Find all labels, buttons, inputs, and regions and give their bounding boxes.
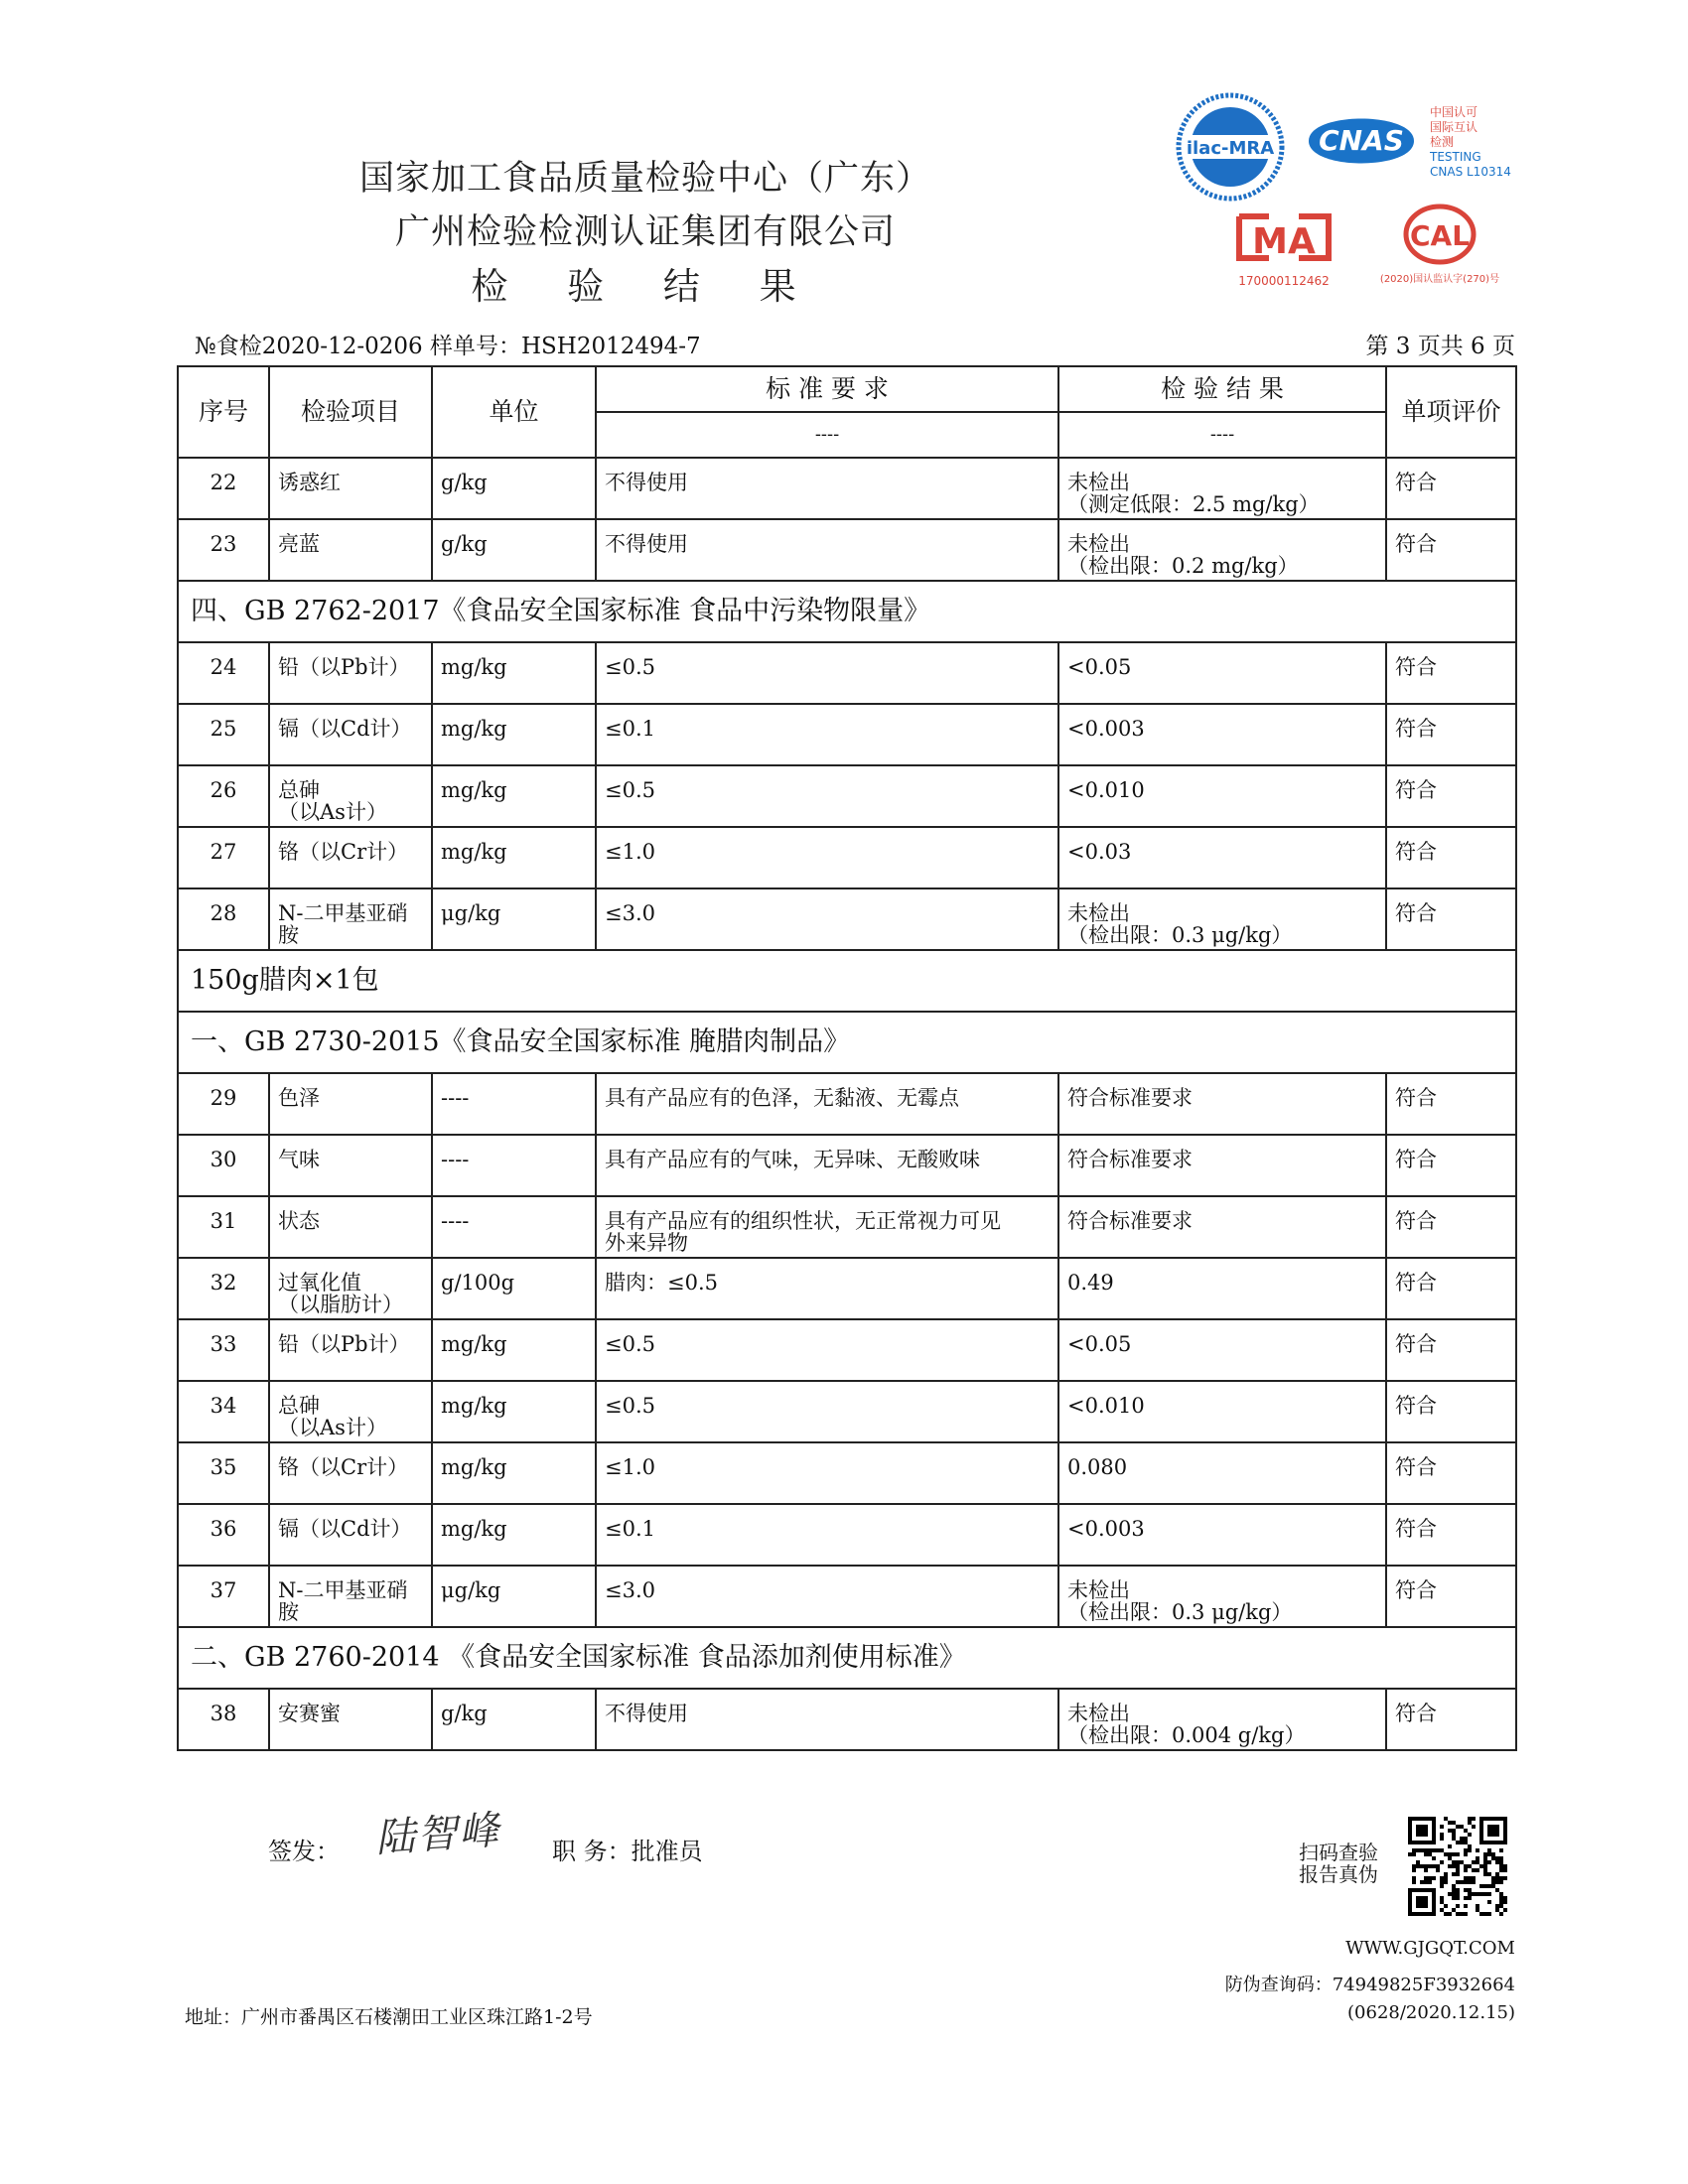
table-row — [178, 1135, 1516, 1196]
cell-standard: ≤3.0 — [596, 1566, 1058, 1627]
cell-no: 31 — [178, 1196, 269, 1258]
results-table — [177, 365, 1517, 1751]
section-title: 二、GB 2760-2014 《食品安全国家标准 食品添加剂使用标准》 — [178, 1627, 1516, 1689]
report-number: №食检2020-12-0206 样单号：HSH2012494-7 — [195, 334, 701, 359]
cell-result: 符合标准要求 — [1058, 1196, 1386, 1258]
cell-standard: 腊肉：≤0.5 — [596, 1258, 1058, 1319]
cell-no: 22 — [178, 458, 269, 519]
cell-unit: ---- — [432, 1073, 596, 1135]
cell-no: 33 — [178, 1319, 269, 1381]
code-date: (0628/2020.12.15) — [1347, 2002, 1515, 2023]
cell-item: 状态 — [269, 1196, 432, 1258]
cell-unit: μg/kg — [432, 1566, 596, 1627]
cell-evaluation: 符合 — [1386, 458, 1516, 519]
svg-text:CAL: CAL — [1409, 219, 1471, 252]
table-row — [178, 1504, 1516, 1566]
cell-result: 未检出 （检出限：0.2 mg/kg） — [1058, 519, 1386, 581]
cell-result: 0.080 — [1058, 1442, 1386, 1504]
cal-caption: (2020)国认监认字(270)号 — [1379, 274, 1500, 285]
cell-standard: 具有产品应有的组织性状，无正常视力可见 外来异物 — [596, 1196, 1058, 1258]
cell-evaluation: 符合 — [1386, 827, 1516, 888]
cell-standard: 不得使用 — [596, 519, 1058, 581]
cell-result: 符合标准要求 — [1058, 1135, 1386, 1196]
cell-standard: ≤1.0 — [596, 827, 1058, 888]
table-row — [178, 1689, 1516, 1750]
cell-unit: mg/kg — [432, 1504, 596, 1566]
section-title: 四、GB 2762-2017《食品安全国家标准 食品中污染物限量》 — [178, 581, 1516, 642]
cell-evaluation: 符合 — [1386, 704, 1516, 765]
cell-result: <0.05 — [1058, 1319, 1386, 1381]
table-row — [178, 827, 1516, 888]
cell-standard: ≤0.5 — [596, 1319, 1058, 1381]
cell-standard: 具有产品应有的气味，无异味、无酸败味 — [596, 1135, 1058, 1196]
website: WWW.GJGQT.COM — [1345, 1938, 1515, 1959]
cell-item: 色泽 — [269, 1073, 432, 1135]
cell-result: 符合标准要求 — [1058, 1073, 1386, 1135]
cell-no: 26 — [178, 765, 269, 827]
cell-unit: g/kg — [432, 1689, 596, 1750]
cell-unit: g/kg — [432, 458, 596, 519]
cell-item: 总砷 （以As计） — [269, 765, 432, 827]
table-row — [178, 1258, 1516, 1319]
cell-result: <0.05 — [1058, 642, 1386, 704]
table-row — [178, 1566, 1516, 1627]
cell-result: <0.003 — [1058, 1504, 1386, 1566]
org-name-line1: 国家加工食品质量检验中心（广东） — [358, 159, 931, 199]
cell-result: <0.003 — [1058, 704, 1386, 765]
qr-code — [1408, 1817, 1507, 1916]
cell-result: 0.49 — [1058, 1258, 1386, 1319]
address: 地址：广州市番禺区石楼潮田工业区珠江路1-2号 — [185, 2006, 593, 2028]
cell-unit: g/kg — [432, 519, 596, 581]
cell-result: 未检出 （检出限：0.3 μg/kg） — [1058, 1566, 1386, 1627]
cell-standard: ≤0.5 — [596, 642, 1058, 704]
table-header-row — [178, 366, 1516, 412]
section-title: 150g腊肉×1包 — [178, 950, 1516, 1012]
cell-unit: mg/kg — [432, 765, 596, 827]
header-result-sub: ---- — [1058, 412, 1386, 458]
cell-standard: 具有产品应有的色泽，无黏液、无霉点 — [596, 1073, 1058, 1135]
cell-no: 32 — [178, 1258, 269, 1319]
cell-no: 25 — [178, 704, 269, 765]
cell-result: <0.010 — [1058, 1381, 1386, 1442]
cell-no: 27 — [178, 827, 269, 888]
cnas-accreditation-text: 中国认可 国际互认 检测 TESTING CNAS L10314 — [1430, 105, 1511, 179]
table-row — [178, 1319, 1516, 1381]
cell-item: 铅（以Pb计） — [269, 642, 432, 704]
cell-evaluation: 符合 — [1386, 1566, 1516, 1627]
svg-text:MA: MA — [1252, 221, 1316, 262]
section-header-row — [178, 1627, 1516, 1689]
cell-standard: ≤0.5 — [596, 765, 1058, 827]
header-no: 序号 — [178, 366, 269, 458]
cell-result: 未检出 （检出限：0.3 μg/kg） — [1058, 888, 1386, 950]
cell-item: 诱惑红 — [269, 458, 432, 519]
cell-unit: mg/kg — [432, 642, 596, 704]
cell-evaluation: 符合 — [1386, 519, 1516, 581]
cma-logo — [1229, 208, 1338, 290]
cell-standard: ≤0.1 — [596, 704, 1058, 765]
svg-text:ilac-MRA: ilac-MRA — [1186, 138, 1275, 159]
cell-unit: mg/kg — [432, 1381, 596, 1442]
cnas-logo — [1301, 101, 1422, 181]
cell-unit: μg/kg — [432, 888, 596, 950]
header-item: 检验项目 — [269, 366, 432, 458]
cell-no: 37 — [178, 1566, 269, 1627]
anti-fake-code: 防伪查询码：74949825F3932664 — [1224, 1975, 1515, 1995]
table-row — [178, 888, 1516, 950]
cell-evaluation: 符合 — [1386, 1504, 1516, 1566]
table-row — [178, 1442, 1516, 1504]
table-row — [178, 519, 1516, 581]
cell-no: 36 — [178, 1504, 269, 1566]
cell-standard: ≤3.0 — [596, 888, 1058, 950]
cell-item: 铬（以Cr计） — [269, 1442, 432, 1504]
cell-no: 29 — [178, 1073, 269, 1135]
header-unit: 单位 — [432, 366, 596, 458]
header-standard-sub: ---- — [596, 412, 1058, 458]
cell-evaluation: 符合 — [1386, 1381, 1516, 1442]
cell-item: 过氧化值 （以脂肪计） — [269, 1258, 432, 1319]
table-row — [178, 1073, 1516, 1135]
header-standard: 标 准 要 求 — [596, 366, 1058, 412]
cell-no: 28 — [178, 888, 269, 950]
cell-evaluation: 符合 — [1386, 765, 1516, 827]
cell-unit: mg/kg — [432, 1319, 596, 1381]
cell-no: 30 — [178, 1135, 269, 1196]
cell-standard: 不得使用 — [596, 1689, 1058, 1750]
cma-number: 170000112462 — [1238, 274, 1330, 288]
cell-standard: ≤0.5 — [596, 1381, 1058, 1442]
section-header-row — [178, 950, 1516, 1012]
cell-evaluation: 符合 — [1386, 1319, 1516, 1381]
org-name-line2: 广州检验检测认证集团有限公司 — [394, 212, 896, 252]
cell-item: 安赛蜜 — [269, 1689, 432, 1750]
cell-result: 未检出 （检出限：0.004 g/kg） — [1058, 1689, 1386, 1750]
table-row — [178, 458, 1516, 519]
document-title: 检 验 结 果 — [471, 265, 820, 308]
cell-item: N-二甲基亚硝 胺 — [269, 888, 432, 950]
cell-evaluation: 符合 — [1386, 1258, 1516, 1319]
cell-evaluation: 符合 — [1386, 642, 1516, 704]
cell-unit: ---- — [432, 1196, 596, 1258]
cell-item: 气味 — [269, 1135, 432, 1196]
svg-text:CNAS: CNAS — [1319, 124, 1404, 157]
cell-result: <0.03 — [1058, 827, 1386, 888]
cell-evaluation: 符合 — [1386, 1196, 1516, 1258]
cell-unit: mg/kg — [432, 704, 596, 765]
cell-evaluation: 符合 — [1386, 1073, 1516, 1135]
cell-no: 23 — [178, 519, 269, 581]
cell-result: <0.010 — [1058, 765, 1386, 827]
cell-item: 铅（以Pb计） — [269, 1319, 432, 1381]
issuer-label: 签发： — [268, 1838, 340, 1865]
cell-standard: ≤0.1 — [596, 1504, 1058, 1566]
ilac-mra-logo — [1175, 91, 1286, 203]
signature: 陆智峰 — [373, 1807, 502, 1862]
cell-unit: mg/kg — [432, 827, 596, 888]
cell-item: 铬（以Cr计） — [269, 827, 432, 888]
cell-standard: ≤1.0 — [596, 1442, 1058, 1504]
header-result: 检 验 结 果 — [1058, 366, 1386, 412]
cell-item: N-二甲基亚硝 胺 — [269, 1566, 432, 1627]
cell-evaluation: 符合 — [1386, 888, 1516, 950]
table-row — [178, 642, 1516, 704]
table-row — [178, 1196, 1516, 1258]
cell-item: 镉（以Cd计） — [269, 704, 432, 765]
cell-evaluation: 符合 — [1386, 1135, 1516, 1196]
header-evaluation: 单项评价 — [1386, 366, 1516, 458]
page-indicator: 第 3 页共 6 页 — [1365, 334, 1515, 359]
cell-evaluation: 符合 — [1386, 1442, 1516, 1504]
cal-logo — [1365, 203, 1514, 292]
cell-evaluation: 符合 — [1386, 1689, 1516, 1750]
section-header-row — [178, 581, 1516, 642]
position-label: 职 务：批准员 — [552, 1838, 703, 1865]
cell-item: 镉（以Cd计） — [269, 1504, 432, 1566]
section-title: 一、GB 2730-2015《食品安全国家标准 腌腊肉制品》 — [178, 1012, 1516, 1073]
cell-no: 35 — [178, 1442, 269, 1504]
cell-item: 总砷 （以As计） — [269, 1381, 432, 1442]
cell-unit: ---- — [432, 1135, 596, 1196]
cell-standard: 不得使用 — [596, 458, 1058, 519]
cell-item: 亮蓝 — [269, 519, 432, 581]
table-row — [178, 765, 1516, 827]
table-row — [178, 704, 1516, 765]
qr-caption: 扫码查验 报告真伪 — [1299, 1841, 1378, 1886]
table-row — [178, 1381, 1516, 1442]
cell-no: 34 — [178, 1381, 269, 1442]
cell-no: 38 — [178, 1689, 269, 1750]
section-header-row — [178, 1012, 1516, 1073]
cell-unit: mg/kg — [432, 1442, 596, 1504]
cell-unit: g/100g — [432, 1258, 596, 1319]
cell-no: 24 — [178, 642, 269, 704]
cell-result: 未检出 （测定低限：2.5 mg/kg） — [1058, 458, 1386, 519]
